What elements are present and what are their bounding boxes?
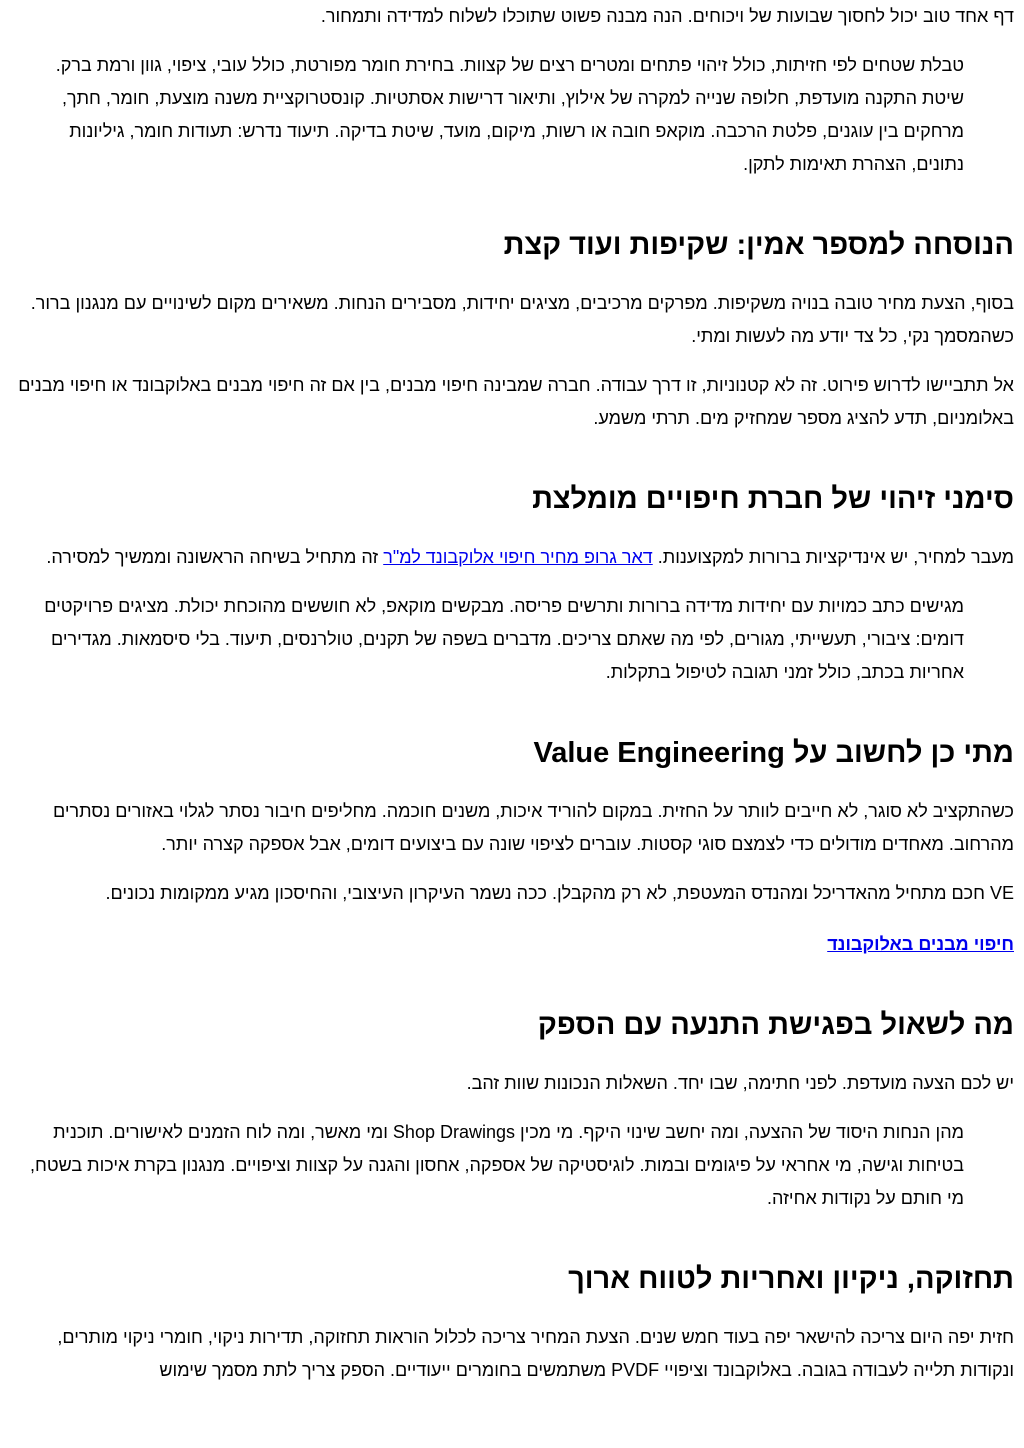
section-signs-paragraph-1 (12, 541, 1014, 574)
section-heading-maintenance: תחזוקה, ניקיון ואחריות לטווח ארוך (568, 1263, 1014, 1295)
spec-blockquote: טבלת שטחים לפי חזיתות, כולל זיהוי פתחים ומטרים רצים של קצוות. בחירת חומר מפורטת, כולל עובי, ציפוי, גוון ורמת ברק. שיטת התקנה מועדפת, חלופה שנייה למקרה של אילוץ, ותיאור דרישות אסתטיות. קונסטרוקציית משנה מוצעת, חומר, חתך, מרחקים בין עוגנים, פלטת הרכבה. מוקאפ חובה או רשות, מיקום, מועד, שיטת בדיקה. תיעוד נדרש: תעודות חומר, גיליונות נתונים, הצהרת תאימות לתקן. (55, 55, 964, 174)
section-ve-paragraph-1: כשהתקציב לא סוגר, לא חייבים לוותר על החזית. במקום להוריד איכות, משנים חוכמה. מחליפים חיבור נסתר לגלוי באזורים נסתרים מהרחוב. מאחדים מודולים כדי לצמצם סוגי קסטות. עוברים לציפוי שונה עם ביצועים דומים, אבל אספקה קצרה יותר. (53, 801, 1014, 854)
section-formula-paragraph-2: אל תתביישו לדרוש פירוט. זה לא קטנוניות, זו דרך עבודה. חברה שמבינה חיפוי מבנים, בין אם זה חיפוי מבנים באלוקבונד או חיפוי מבנים באלומניום, תדע להציג מספר שמחזיק מים. תרתי משמע. (18, 375, 1014, 428)
section-heading-value-engineering: מתי כן לחשוב על Value Engineering (533, 737, 1014, 769)
section-ve-paragraph-2: VE חכם מתחיל מהאדריכל ומהנדס המעטפת, לא רק מהקבלן. ככה נשמר העיקרון העיצובי, והחיסכון מגיע ממקומות נכונים. (105, 883, 1014, 903)
section-kickoff-blockquote: מהן הנחות היסוד של ההצעה, ומה יחשב שינוי היקף. מי מכין Shop Drawings ומי מאשר, ומה לוח הזמנים לאישורים. תוכנית בטיחות וגישה, מי אחראי על פיגומים ובמות. לוגיסטיקה של אספקה, אחסון והגנה על קצוות וציפויים. מנגנון בקרת איכות בשטח, מי חותם על נקודות אחיזה. (29, 1122, 964, 1208)
section-signs-blockquote: מגישים כתב כמויות עם יחידות מדידה ברורות ותרשים פריסה. מבקשים מוקאפ, לא חוששים מהוכחת יכולת. מציגים פרויקטים דומים: ציבורי, תעשייתי, מגורים, לפי מה שאתם צריכים. מדברים בשפה של תקנים, טולרנסים, תיעוד. בלי סיסמאות. מגדירים אחריות בכתב, כולל זמני תגובה לטיפול בתקלות. (44, 596, 964, 682)
section-heading-signs: סימני זיהוי של חברת חיפויים מומלצת (532, 483, 1014, 515)
price-per-sqm-link[interactable]: דאר גרופ מחיר חיפוי אלוקבונד למ"ר (383, 547, 653, 567)
section-maintenance-paragraph-1: חזית יפה היום צריכה להישאר יפה בעוד חמש שנים. הצעת המחיר צריכה לכלול הוראות תחזוקה, תדירות ניקוי, חומרי ניקוי מותרים, ונקודות תלייה לעבודה בגובה. באלוקבונד וציפויי PVDF משתמשים בחומרים ייעודיים. הספק צריך לתת מסמך שימוש (57, 1327, 1014, 1380)
signs-text-before-link: מעבר למחיר, יש אינדיקציות ברורות למקצוענות. (657, 547, 1014, 567)
section-kickoff-paragraph-1: יש לכם הצעה מועדפת. לפני חתימה, שבו יחד. השאלות הנכונות שוות זהב. (466, 1073, 1014, 1093)
section-ve-link-paragraph (12, 928, 1014, 961)
intro-paragraph: דף אחד טוב יכול לחסוך שבועות של ויכוחים. הנה מבנה פשוט שתוכלו לשלוח למדידה ותמחור. (320, 6, 1014, 26)
section-heading-formula: הנוסחה למספר אמין: שקיפות ועוד קצת (503, 229, 1014, 261)
signs-text-after-link: זה מתחיל בשיחה הראשונה וממשיך למסירה. (46, 547, 379, 567)
alucobond-cladding-link[interactable]: חיפוי מבנים באלוקבונד (827, 934, 1014, 954)
section-heading-kickoff: מה לשאול בפגישת התנעה עם הספק (537, 1009, 1014, 1041)
section-formula-paragraph-1: בסוף, הצעת מחיר טובה בנויה משקיפות. מפרקים מרכיבים, מציגים יחידות, מסבירים הנחות. משאירים מקום לשינויים עם מנגנון ברור. כשהמסמך נקי, כל צד יודע מה לעשות ומתי. (30, 293, 1014, 346)
